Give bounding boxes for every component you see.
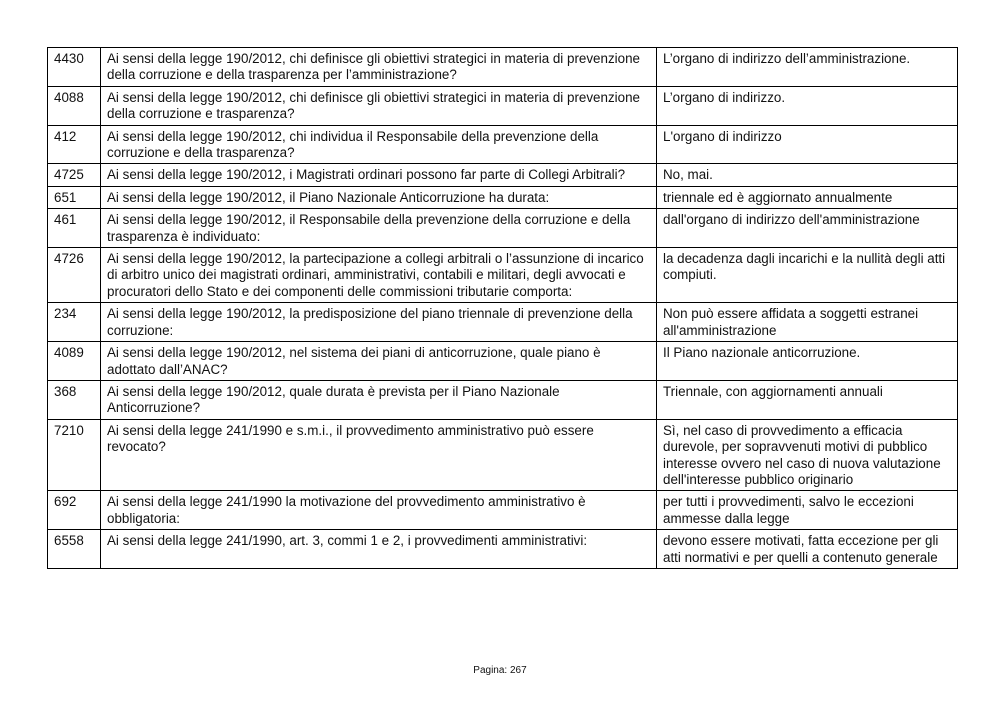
table-row — [48, 380, 958, 419]
questions-table-body — [48, 48, 958, 569]
table-row — [48, 342, 958, 381]
question-id-cell: 4725 — [48, 164, 101, 186]
answer-text-cell: dall'organo di indirizzo dell'amministrazione — [657, 209, 958, 248]
question-text-cell: Ai sensi della legge 190/2012, i Magistrati ordinari possono far parte di Collegi Arbitrali? — [101, 164, 657, 186]
table-row — [48, 186, 958, 208]
answer-text-cell: per tutti i provvedimenti, salvo le eccezioni ammesse dalla legge — [657, 491, 958, 530]
answer-text-cell: devono essere motivati, fatta eccezione per gli atti normativi e per quelli a contenuto generale — [657, 530, 958, 569]
answer-text-cell: Sì, nel caso di provvedimento a efficacia durevole, per sopravvenuti motivi di pubblico interesse ovvero nel caso di nuova valutazione dell'interesse pubblico originario — [657, 419, 958, 491]
question-id-cell: 651 — [48, 186, 101, 208]
question-text-cell: Ai sensi della legge 190/2012, la predisposizione del piano triennale di prevenzione della corruzione: — [101, 303, 657, 342]
table-row — [48, 303, 958, 342]
answer-text-cell: Non può essere affidata a soggetti estranei all'amministrazione — [657, 303, 958, 342]
question-text-cell: Ai sensi della legge 241/1990, art. 3, commi 1 e 2, i provvedimenti amministrativi: — [101, 530, 657, 569]
question-text-cell: Ai sensi della legge 241/1990 e s.m.i., il provvedimento amministrativo può essere revocato? — [101, 419, 657, 491]
question-text-cell: Ai sensi della legge 190/2012, la partecipazione a collegi arbitrali o l’assunzione di incarico di arbitro unico dei magistrati ordinari, amministrativi, contabili e militari, degli avvocati e procuratori dello Stato e dei componenti delle commissioni tributarie comporta: — [101, 248, 657, 303]
table-row — [48, 530, 958, 569]
question-text-cell: Ai sensi della legge 190/2012, chi individua il Responsabile della prevenzione della corruzione e della trasparenza? — [101, 125, 657, 164]
question-text-cell: Ai sensi della legge 190/2012, il Responsabile della prevenzione della corruzione e della trasparenza è individuato: — [101, 209, 657, 248]
answer-text-cell: triennale ed è aggiornato annualmente — [657, 186, 958, 208]
question-text-cell: Ai sensi della legge 190/2012, nel sistema dei piani di anticorruzione, quale piano è adottato dall’ANAC? — [101, 342, 657, 381]
question-id-cell: 4088 — [48, 86, 101, 125]
answer-text-cell: L’organo di indirizzo dell’amministrazione. — [657, 48, 958, 87]
table-row — [48, 125, 958, 164]
question-id-cell: 7210 — [48, 419, 101, 491]
question-text-cell: Ai sensi della legge 190/2012, chi definisce gli obiettivi strategici in materia di prevenzione della corruzione e trasparenza? — [101, 86, 657, 125]
question-id-cell: 4089 — [48, 342, 101, 381]
table-row — [48, 491, 958, 530]
answer-text-cell: No, mai. — [657, 164, 958, 186]
page-number: Pagina: 267 — [473, 665, 527, 676]
question-id-cell: 368 — [48, 380, 101, 419]
question-id-cell: 461 — [48, 209, 101, 248]
table-row — [48, 164, 958, 186]
answer-text-cell: Il Piano nazionale anticorruzione. — [657, 342, 958, 381]
question-id-cell: 6558 — [48, 530, 101, 569]
answer-text-cell: L’organo di indirizzo. — [657, 86, 958, 125]
answer-text-cell: Triennale, con aggiornamenti annuali — [657, 380, 958, 419]
table-row — [48, 48, 958, 87]
answer-text-cell: L'organo di indirizzo — [657, 125, 958, 164]
question-id-cell: 692 — [48, 491, 101, 530]
question-text-cell: Ai sensi della legge 190/2012, il Piano Nazionale Anticorruzione ha durata: — [101, 186, 657, 208]
table-row — [48, 419, 958, 491]
table-row — [48, 248, 958, 303]
question-text-cell: Ai sensi della legge 190/2012, chi definisce gli obiettivi strategici in materia di prevenzione della corruzione e della trasparenza per l’amministrazione? — [101, 48, 657, 87]
question-id-cell: 234 — [48, 303, 101, 342]
question-id-cell: 412 — [48, 125, 101, 164]
table-row — [48, 86, 958, 125]
question-id-cell: 4430 — [48, 48, 101, 87]
question-text-cell: Ai sensi della legge 190/2012, quale durata è prevista per il Piano Nazionale Anticorruzione? — [101, 380, 657, 419]
question-id-cell: 4726 — [48, 248, 101, 303]
question-text-cell: Ai sensi della legge 241/1990 la motivazione del provvedimento amministrativo è obbligatoria: — [101, 491, 657, 530]
table-row — [48, 209, 958, 248]
questions-table — [47, 47, 958, 569]
answer-text-cell: la decadenza dagli incarichi e la nullità degli atti compiuti. — [657, 248, 958, 303]
